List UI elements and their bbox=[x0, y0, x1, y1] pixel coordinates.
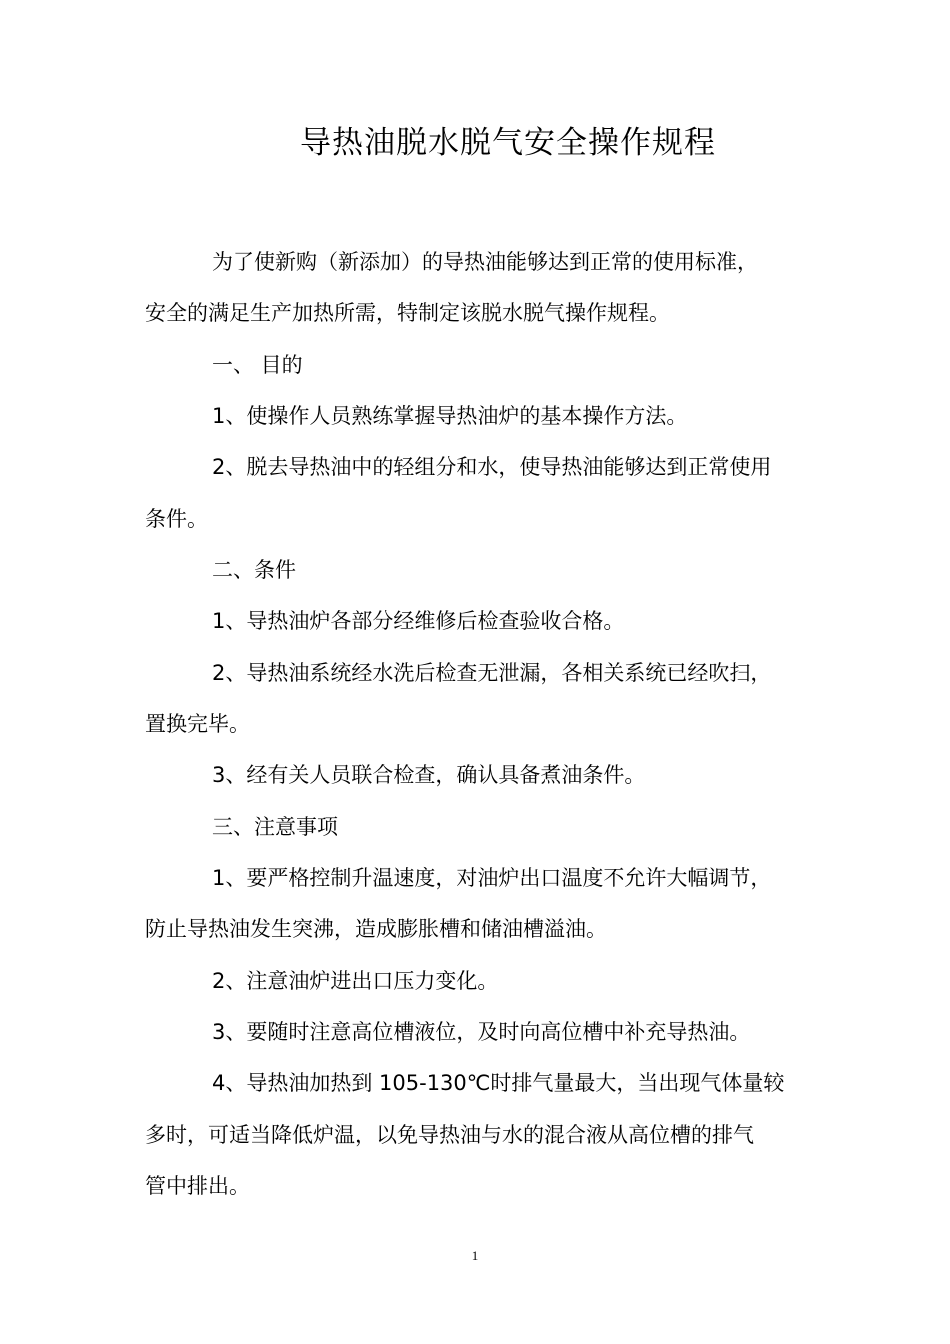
precaution-item-2: 2、注意油炉进出口压力变化。 bbox=[212, 969, 499, 993]
precaution-item-3: 3、要随时注意高位槽液位，及时向高位槽中补充导热油。 bbox=[212, 1020, 751, 1044]
section-heading-conditions: 二、条件 bbox=[212, 558, 296, 582]
condition-item-1: 1、导热油炉各部分经维修后检查验收合格。 bbox=[212, 609, 625, 633]
page-number: 1 bbox=[471, 1248, 479, 1263]
paragraph-intro-line-1: 为了使新购（新添加）的导热油能够达到正常的使用标准， bbox=[212, 250, 758, 274]
section-heading-precautions: 三、注意事项 bbox=[212, 815, 338, 839]
document-title: 导热油脱水脱气安全操作规程 bbox=[300, 125, 716, 161]
condition-item-2-line-1: 2、导热油系统经水洗后检查无泄漏，各相关系统已经吹扫， bbox=[212, 661, 772, 685]
paragraph-intro-line-2: 安全的满足生产加热所需，特制定该脱水脱气操作规程。 bbox=[145, 301, 670, 325]
condition-item-3: 3、经有关人员联合检查，确认具备煮油条件。 bbox=[212, 763, 646, 787]
precaution-item-4-line-3: 管中排出。 bbox=[145, 1174, 250, 1198]
purpose-item-1: 1、使操作人员熟练掌握导热油炉的基本操作方法。 bbox=[212, 404, 688, 428]
section-heading-purpose: 一、 目的 bbox=[212, 353, 303, 377]
purpose-item-2-line-2: 条件。 bbox=[145, 507, 208, 531]
precaution-item-1-line-2: 防止导热油发生突沸，造成膨胀槽和储油槽溢油。 bbox=[145, 917, 607, 941]
precaution-item-1-line-1: 1、要严格控制升温速度，对油炉出口温度不允许大幅调节， bbox=[212, 866, 772, 890]
precaution-item-4-line-2: 多时，可适当降低炉温，以免导热油与水的混合液从高位槽的排气 bbox=[145, 1123, 754, 1147]
purpose-item-2-line-1: 2、脱去导热油中的轻组分和水，使导热油能够达到正常使用 bbox=[212, 455, 772, 479]
precaution-item-4-line-1: 4、导热油加热到 105-130℃时排气量最大，当出现气体量较 bbox=[212, 1071, 785, 1095]
condition-item-2-line-2: 置换完毕。 bbox=[145, 712, 250, 736]
